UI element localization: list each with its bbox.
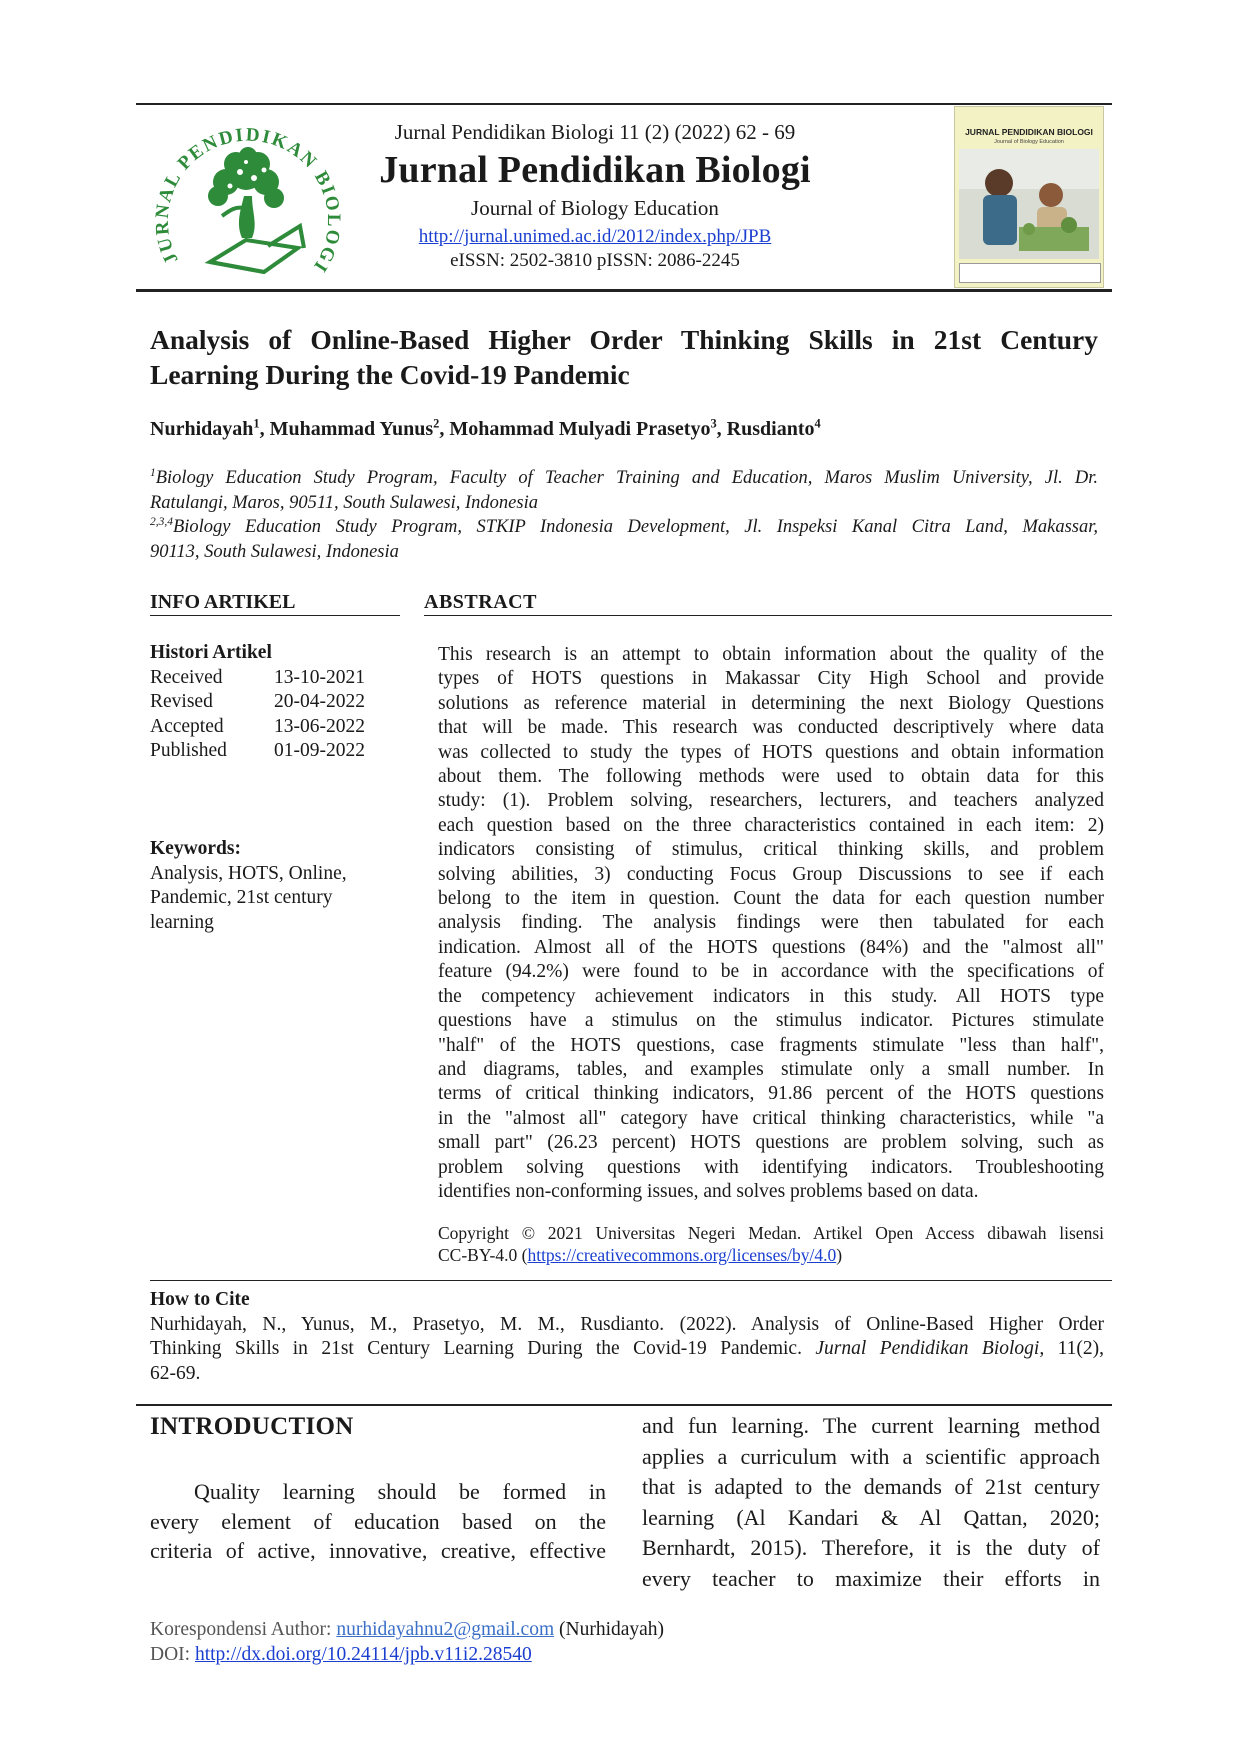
correspondence-line: Korespondensi Author: nurhidayahnu2@gmail.com (Nurhidayah)	[150, 1619, 665, 1640]
abstract-line: and diagrams, tables, and examples stimulate only a small number. In	[438, 1058, 1104, 1080]
intro-left-line2: every element of education based on the	[150, 1508, 606, 1534]
abstract-line: indicators consisting of stimulus, critical thinking skills, and problem	[438, 839, 1104, 861]
cover-subtitle: Journal of Biology Education	[994, 139, 1064, 145]
introduction-heading: INTRODUCTION	[150, 1413, 354, 1440]
abstract-line: each question based on the three characteristics contained in each item: 2)	[438, 814, 1104, 836]
intro-left-line3: criteria of active, innovative, creative, effective	[150, 1538, 606, 1564]
keywords-list	[150, 862, 347, 935]
author-3: Mohammad Mulyadi Prasetyo$^3$,	[449, 416, 727, 440]
abstract-line: feature (94.2%) were found to be in accordance with the specifications of	[438, 961, 1104, 983]
intro-right-line: that is adapted to the demands of 21st century	[642, 1474, 1100, 1500]
journal-logo	[148, 116, 344, 286]
intro-right-line: every teacher to maximize their efforts in	[642, 1565, 1100, 1591]
abstract-line: This research is an attempt to obtain information about the quality of the	[438, 644, 1104, 665]
abstract-line: identifies non-conforming issues, and solves problems based on data.	[438, 1180, 979, 1202]
journal-issn: eISSN: 2502-3810 pISSN: 2086-2245	[450, 250, 740, 271]
cover-footer-bar	[959, 263, 1101, 283]
abstract-line: indication. Almost all of the HOTS questions (84%) and the "almost all"	[438, 936, 1104, 958]
intro-right-line: and fun learning. The current learning method	[642, 1413, 1100, 1438]
tree-book-logo-icon	[148, 116, 344, 286]
abstract-bottom-rule	[150, 1280, 1112, 1281]
intro-left-line1: Quality learning should be formed in	[194, 1479, 606, 1504]
intro-right-line: learning (Al Kandari & Al Qattan, 2020;	[642, 1504, 1100, 1530]
history-list	[150, 666, 365, 763]
author-2: Muhammad Yunus$^2$,	[269, 416, 450, 440]
abstract-line: small part" (26.23 percent) HOTS questions are problem solving, such as	[438, 1132, 1104, 1154]
history-row-received: Received 13-10-2021	[150, 667, 365, 688]
abstract-line: analysis finding. The analysis findings were then tabulated for each	[438, 912, 1104, 934]
journal-url-row	[360, 226, 830, 248]
journal-cover-image	[954, 106, 1104, 288]
author-list	[150, 418, 821, 441]
abstract-line: terms of critical thinking indicators, 91.86 percent of the HOTS questions	[438, 1083, 1104, 1105]
intro-right-line: applies a curriculum with a scientific approach	[642, 1443, 1100, 1469]
abstract-line: solving abilities, 3) conducting Focus Group Discussions to see if each	[438, 863, 1104, 885]
intro-right-line: Bernhardt, 2015). Therefore, it is the duty of	[642, 1535, 1100, 1561]
header-top-rule	[136, 103, 1112, 105]
intro-left-column	[150, 1477, 606, 1566]
correspondence-email-link[interactable]: nurhidayahnu2@gmail.com	[336, 1619, 555, 1640]
abstract-line: questions have a stimulus on the stimulus indicator. Pictures stimulate	[438, 1010, 1104, 1032]
header-bottom-rule	[136, 289, 1112, 292]
author-1: Nurhidayah$^1$,	[150, 416, 270, 440]
article-title	[150, 322, 1098, 392]
abstract-line: "half" of the HOTS questions, case fragments stimulate "less than half",	[438, 1034, 1104, 1056]
abstract-line: about them. The following methods were used to obtain data for this	[438, 766, 1104, 788]
intro-right-column	[642, 1411, 1100, 1595]
copyright-notice	[438, 1222, 1104, 1266]
abstract-line: that will be made. This research was conducted descriptively where data	[438, 717, 1104, 739]
info-artikel-heading: INFO ARTIKEL	[150, 591, 296, 613]
abstract-line: types of HOTS questions in Makassar City High School and provide	[438, 668, 1104, 690]
journal-citation-line: Jurnal Pendidikan Biologi 11 (2) (2022) 62 - 69	[394, 120, 796, 144]
affiliations	[150, 466, 1098, 564]
correspondence-footer	[150, 1617, 664, 1667]
abstract-line: study: (1). Problem solving, researchers, lecturers, and teachers analyzed	[438, 790, 1104, 812]
cover-title: JURNAL PENDIDIKAN BIOLOGI	[965, 127, 1093, 137]
journal-title: Jurnal Pendidikan Biologi	[379, 149, 811, 191]
cite-line2: Thinking Skills in 21st Century Learning During the Covid-19 Pandemic. Jurnal Pendidikan Biologi, 11(2),	[150, 1338, 1104, 1360]
info-heading-rule	[150, 615, 400, 616]
history-heading: Histori Artikel	[150, 642, 272, 663]
copyright-line1: Copyright © 2021 Universitas Negeri Medan. Artikel Open Access dibawah lisensi	[438, 1223, 1104, 1243]
doi-line: DOI: http://dx.doi.org/10.24114/jpb.v11i2.28540	[150, 1644, 532, 1665]
history-row-published: Published 01-09-2022	[150, 739, 365, 761]
author-4: Rusdianto$^4$	[726, 416, 821, 440]
abstract-line: solutions as reference material in determining the next Biology Questions	[438, 692, 1104, 714]
abstract-body	[438, 643, 1104, 1204]
affiliation-1-line2: Ratulangi, Maros, 90511, South Sulawesi, Indonesia	[150, 492, 538, 513]
abstract-heading: ABSTRACT	[424, 591, 537, 613]
cite-bottom-rule	[136, 1404, 1112, 1406]
keywords-line: Analysis, HOTS, Online,	[150, 863, 347, 884]
affiliation-1-line1: $^1$Biology Education Study Program, Faculty of Teacher Training and Education, Maros Muslim University, Jl. Dr.	[150, 466, 1098, 488]
article-title-line1: Analysis of Online-Based Higher Order Thinking Skills in 21st Century	[150, 324, 1098, 355]
how-to-cite-body	[150, 1313, 1104, 1386]
affiliation-2-line1: $^{2,3,4}$Biology Education Study Program, STKIP Indonesia Development, Jl. Inspeksi Kanal Citra Land, Makassar,	[150, 515, 1098, 537]
keywords-heading: Keywords:	[150, 838, 241, 859]
abstract-line: the competency achievement indicators in this study. All HOTS type	[438, 985, 1104, 1007]
license-link[interactable]: https://creativecommons.org/licenses/by/4.0	[527, 1245, 837, 1265]
logo-ring-text: JURNAL PENDIDIKAN BIOLOGI	[151, 124, 344, 277]
history-row-accepted: Accepted 13-06-2022	[150, 715, 365, 737]
copyright-line2: CC-BY-4.0 (https://creativecommons.org/licenses/by/4.0)	[438, 1245, 843, 1265]
cover-photo-icon	[959, 149, 1099, 259]
journal-subtitle: Journal of Biology Education	[471, 196, 719, 220]
abstract-heading-rule	[424, 615, 1112, 616]
doi-link[interactable]: http://dx.doi.org/10.24114/jpb.v11i2.28540	[194, 1644, 532, 1665]
keywords-line: learning	[150, 911, 214, 933]
history-row-revised: Revised 20-04-2022	[150, 691, 365, 713]
abstract-line: in the "almost all" category have critical thinking characteristics, while "a	[438, 1107, 1104, 1129]
abstract-line: problem solving questions with identifying indicators. Troubleshooting	[438, 1156, 1104, 1178]
cite-line1: Nurhidayah, N., Yunus, M., Prasetyo, M. M., Rusdianto. (2022). Analysis of Online-Based Higher Order	[150, 1314, 1104, 1335]
how-to-cite-heading: How to Cite	[150, 1289, 250, 1310]
abstract-line: belong to the item in question. Count the data for each question number	[438, 888, 1104, 910]
journal-url-link[interactable]: http://jurnal.unimed.ac.id/2012/index.php/JPB	[418, 226, 772, 247]
affiliation-2-line2: 90113, South Sulawesi, Indonesia	[150, 541, 399, 562]
cite-line3: 62-69.	[150, 1362, 201, 1384]
keywords-line: Pandemic, 21st century	[150, 887, 333, 909]
abstract-line: was collected to study the types of HOTS questions and obtain information	[438, 741, 1104, 763]
journal-header-text	[360, 120, 830, 280]
article-title-line2: Learning During the Covid-19 Pandemic	[150, 359, 630, 390]
